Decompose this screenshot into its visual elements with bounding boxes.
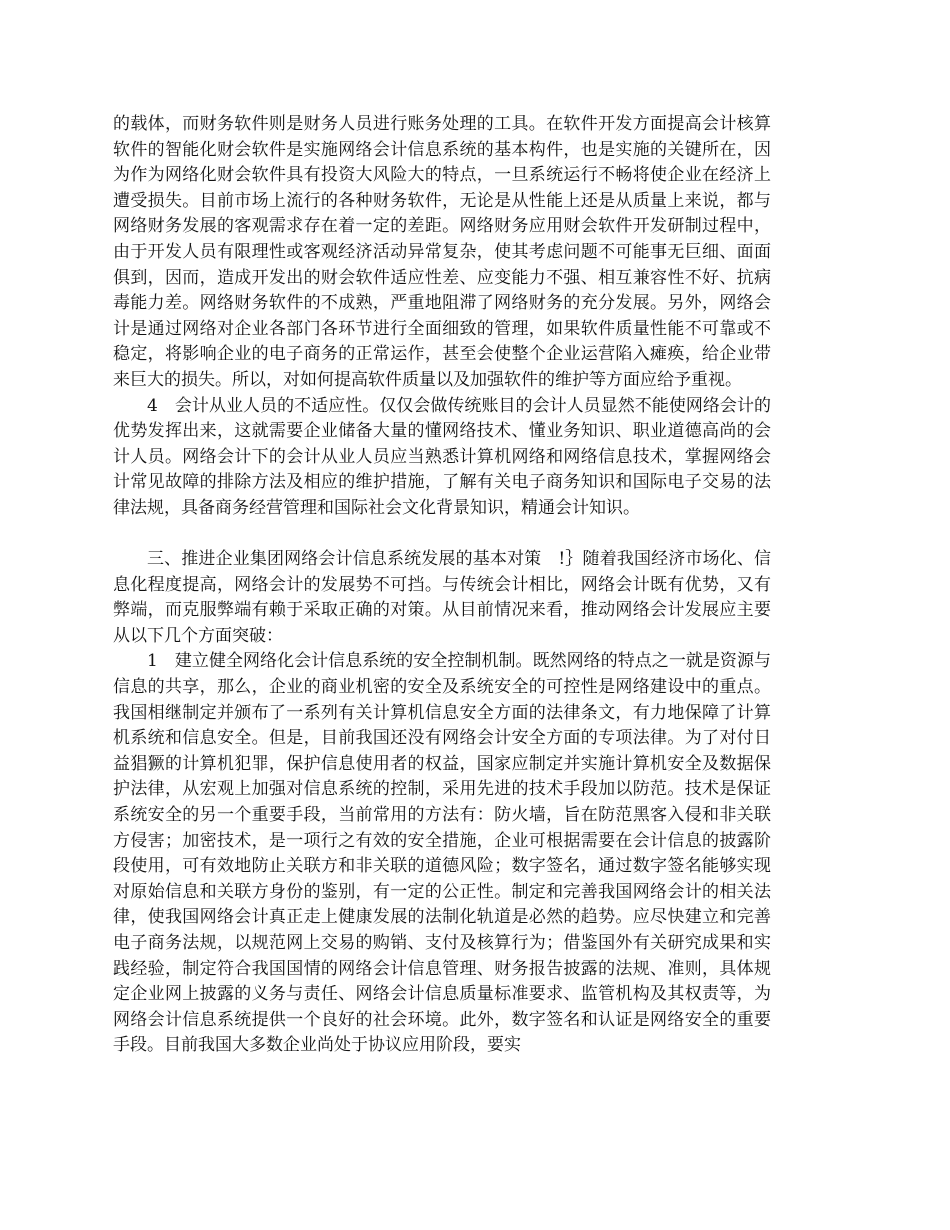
paragraph-security-control: 1 建立健全网络化会计信息系统的安全控制机制。既然网络的特点之一就是资源与信息的共享，那么，企业的商业机密的安全及系统安全的可控性是网络建设中的重点。我国相继制定并颁布了一系列有关计算机信息安全方面的法律条文，有力地保障了计算机系统和信息安全。但是，目前我国还没有网络会计安全方面的专项法律。为了对付日益猖獗的计算机犯罪，保护信息使用者的权益，国家应制定并实施计算机安全及数据保护法律，从宏观上加强对信息系统的控制，采用先进的技术手段加以防范。技术是保证系统安全的另一个重要手段，当前常用的方法有：防火墙，旨在防范黑客入侵和非关联方侵害；加密技术，是一项行之有效的安全措施，企业可根据需要在会计信息的披露阶段使用，可有效地防止关联方和非关联的道德风险；数字签名，通过数字签名能够实现对原始信息和关联方身份的鉴别，有一定的公正性。制定和完善我国网络会计的相关法律，使我国网络会计真正走上健康发展的法制化轨道是必然的趋势。应尽快建立和完善电子商务法规，以规范网上交易的购销、支付及核算行为；借鉴国外有关研究成果和实践经验，制定符合我国国情的网络会计信息管理、财务报告披露的法规、准则，具体规定企业网上披露的义务与责任、网络会计信息质量标准要求、监管机构及其权责等，为网络会计信息系统提供一个良好的社会环境。此外，数字签名和认证是网络安全的重要手段。目前我国大多数企业尚处于协议应用阶段，要实 — [113, 651, 771, 1056]
paragraph-financial-software: 的载体，而财务软件则是财务人员进行账务处理的工具。在软件开发方面提高会计核算软件的智能化财会软件是实施网络会计信息系统的基本构件，也是实施的关键所在，因为作为网络化财会软件具有投资大风险大的特点，一旦系统运行不畅将使企业在经济上遭受损失。目前市场上流行的各种财务软件，无论是从性能上还是从质量上来说，都与网络财务发展的客观需求存在着一定的差距。网络财务应用财会软件开发研制过程中，由于开发人员有限理性或客观经济活动异常复杂，使其考虑问题不可能事无巨细、面面俱到，因而，造成开发出的财会软件适应性差、应变能力不强、相互兼容性不好、抗病毒能力差。网络财务软件的不成熟，严重地阻滞了网络财务的充分发展。另外，网络会计是通过网络对企业各部门各环节进行全面细致的管理，如果软件质量性能不可靠或不稳定，将影响企业的电子商务的正常运作，甚至会使整个企业运营陷入瘫痪，给企业带来巨大的损失。所以，对如何提高软件质量以及加强软件的维护等方面应给予重视。 — [113, 114, 771, 390]
paragraph-spacer — [113, 522, 771, 548]
document-body — [113, 112, 771, 1059]
paragraph-accounting-staff: 4 会计从业人员的不适应性。仅仅会做传统账目的会计人员显然不能使网络会计的优势发挥出来，这就需要企业储备大量的懂网络技术、懂业务知识、职业道德高尚的会计人员。网络会计下的会计从业人员应当熟悉计算机网络和网络信息技术，掌握网络会计常见故障的排除方法及相应的维护措施，了解有关电子商务知识和国际电子交易的法律法规，具备商务经营管理和国际社会文化背景知识，精通会计知识。 — [113, 395, 771, 518]
section-heading-countermeasures: 三、推进企业集团网络会计信息系统发展的基本对策 !｝随着我国经济市场化、信息化程度提高，网络会计的发展势不可挡。与传统会计相比，网络会计既有优势，又有弊端，而克服弊端有赖于采取正确的对策。从目前情况来看，推动网络会计发展应主要从以下几个方面突破： — [113, 549, 771, 646]
